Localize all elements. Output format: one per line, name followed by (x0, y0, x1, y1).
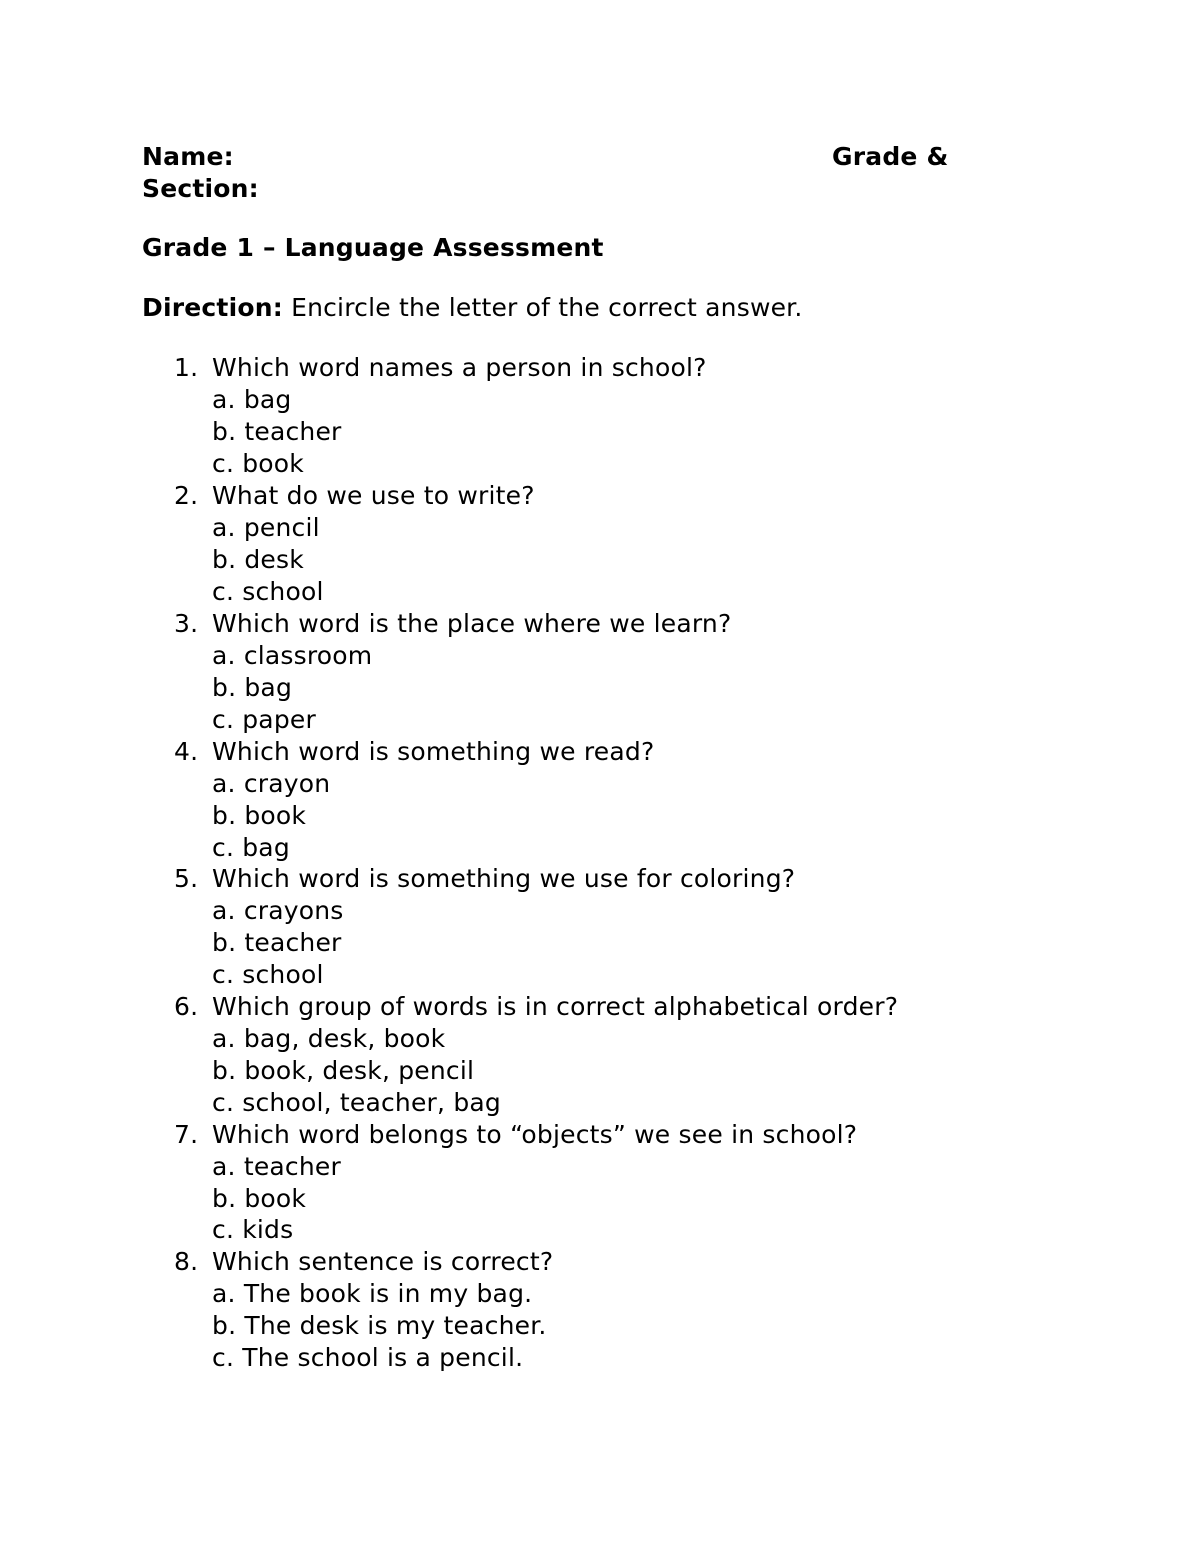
question-text: Which word names a person in school? (212, 353, 707, 382)
answer-option[interactable]: c. school, teacher, bag (212, 1088, 501, 1117)
answer-option[interactable]: b. The desk is my teacher. (212, 1311, 547, 1340)
assessment-title: Grade 1 – Language Assessment (142, 233, 604, 262)
question-number: 5. (174, 864, 199, 893)
name-label: Name: (142, 142, 234, 171)
answer-option[interactable]: b. desk (212, 545, 304, 574)
question-text: Which word is the place where we learn? (212, 609, 732, 638)
answer-option[interactable]: b. book, desk, pencil (212, 1056, 475, 1085)
answer-option[interactable]: a. crayon (212, 769, 331, 798)
question-text: Which word is something we use for coloring? (212, 864, 796, 893)
answer-option[interactable]: c. The school is a pencil. (212, 1343, 524, 1372)
question-number: 4. (174, 737, 199, 766)
answer-option[interactable]: c. school (212, 577, 324, 606)
question-number: 2. (174, 481, 199, 510)
question-number: 3. (174, 609, 199, 638)
answer-option[interactable]: a. teacher (212, 1152, 341, 1181)
answer-option[interactable]: a. bag, desk, book (212, 1024, 446, 1053)
answer-option[interactable]: c. school (212, 960, 324, 989)
answer-option[interactable]: a. bag (212, 385, 292, 414)
answer-option[interactable]: a. The book is in my bag. (212, 1279, 533, 1308)
question-number: 1. (174, 353, 199, 382)
grade-label: Grade & (832, 142, 949, 171)
question-number: 7. (174, 1120, 199, 1149)
answer-option[interactable]: a. pencil (212, 513, 320, 542)
answer-option[interactable]: c. bag (212, 833, 290, 862)
answer-option[interactable]: c. kids (212, 1215, 294, 1244)
question-text: Which word belongs to “objects” we see in school? (212, 1120, 858, 1149)
answer-option[interactable]: b. book (212, 1184, 307, 1213)
answer-option[interactable]: b. teacher (212, 417, 342, 446)
question-number: 6. (174, 992, 199, 1021)
section-label: Section: (142, 174, 259, 203)
answer-option[interactable]: a. crayons (212, 896, 344, 925)
question-text: Which word is something we read? (212, 737, 655, 766)
answer-option[interactable]: c. paper (212, 705, 316, 734)
direction-label: Direction: (142, 293, 283, 322)
direction-text: Encircle the letter of the correct answer. (282, 293, 803, 322)
answer-option[interactable]: a. classroom (212, 641, 373, 670)
question-text: Which sentence is correct? (212, 1247, 554, 1276)
question-number: 8. (174, 1247, 199, 1276)
answer-option[interactable]: b. bag (212, 673, 293, 702)
direction-line (142, 292, 803, 324)
question-text: What do we use to write? (212, 481, 535, 510)
answer-option[interactable]: b. book (212, 801, 307, 830)
question-text: Which group of words is in correct alphabetical order? (212, 992, 899, 1021)
answer-option[interactable]: b. teacher (212, 928, 342, 957)
answer-option[interactable]: c. book (212, 449, 304, 478)
